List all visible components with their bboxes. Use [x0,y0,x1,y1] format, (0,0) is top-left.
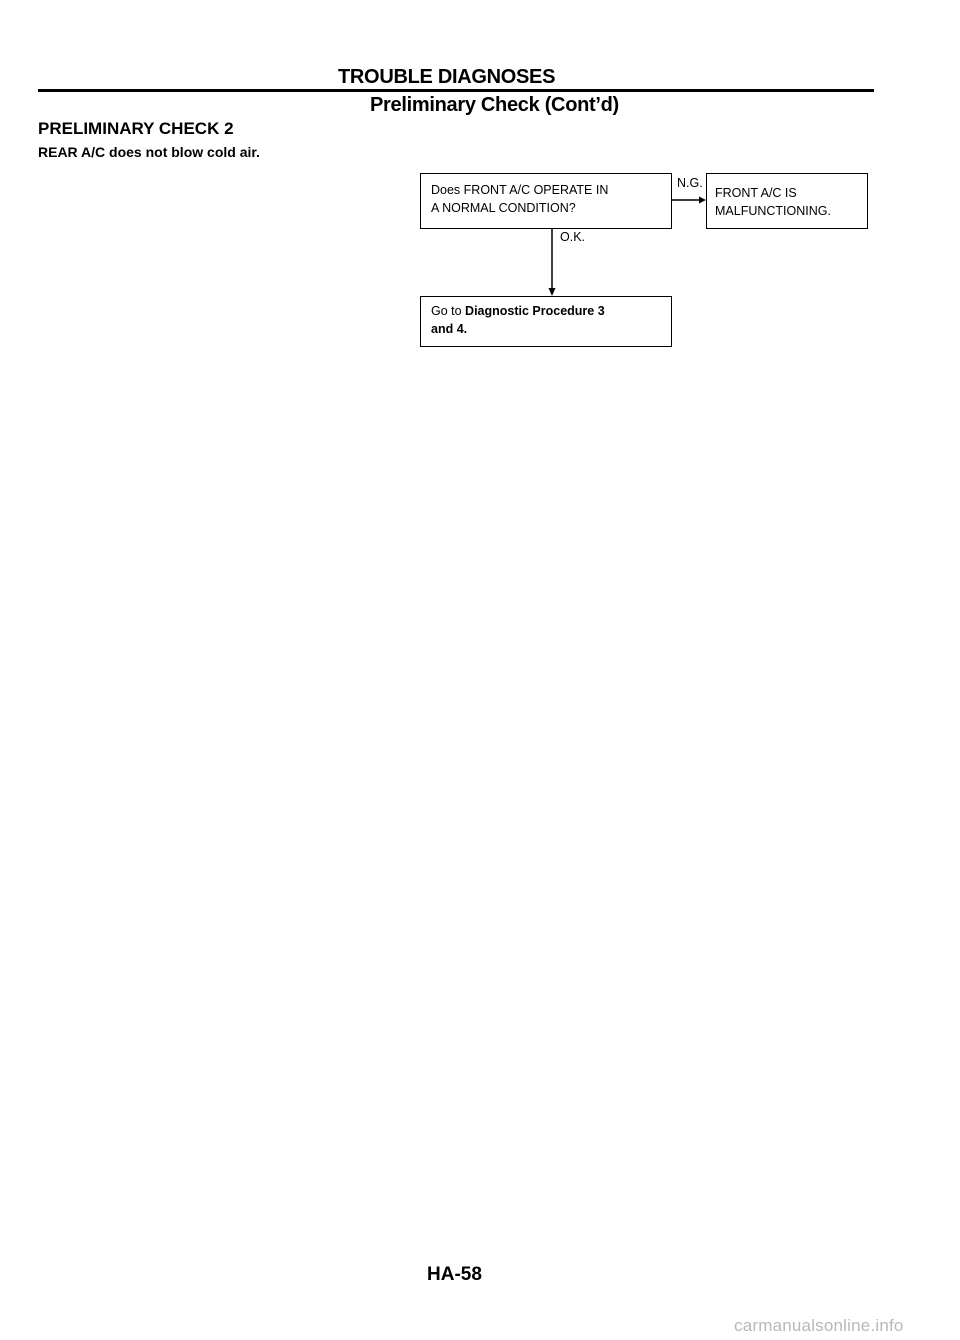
ng-result-box [706,173,868,229]
question-line-1: Does FRONT A/C OPERATE IN [431,183,609,197]
section-title: PRELIMINARY CHECK 2 [38,119,234,138]
ok-action-prefix: Go to [431,304,466,318]
question-line-2: A NORMAL CONDITION? [431,201,576,215]
ok-label: O.K. [560,230,586,244]
page-header-title: TROUBLE DIAGNOSES [338,66,556,88]
ok-arrow-head [549,288,556,296]
ng-label: N.G. [677,176,703,190]
page-header-subtitle: Preliminary Check (Cont’d) [370,94,619,116]
ok-action-procedure-cont: and 4. [431,322,468,336]
question-box [420,173,672,229]
watermark: carmanualsonline.info [734,1316,904,1335]
symptom-text: REAR A/C does not blow cold air. [38,144,260,160]
page-number: HA-58 [427,1264,482,1285]
ok-action-line-2 [431,320,665,338]
ng-result-line-1: FRONT A/C IS [715,186,797,200]
ng-result-line-2: MALFUNCTIONING. [715,204,831,218]
ok-action-procedure: Diagnostic Procedure 3 [465,304,605,318]
ng-arrow-head [699,197,706,204]
ok-action-line-1 [431,302,665,320]
ok-action-box [420,296,672,347]
